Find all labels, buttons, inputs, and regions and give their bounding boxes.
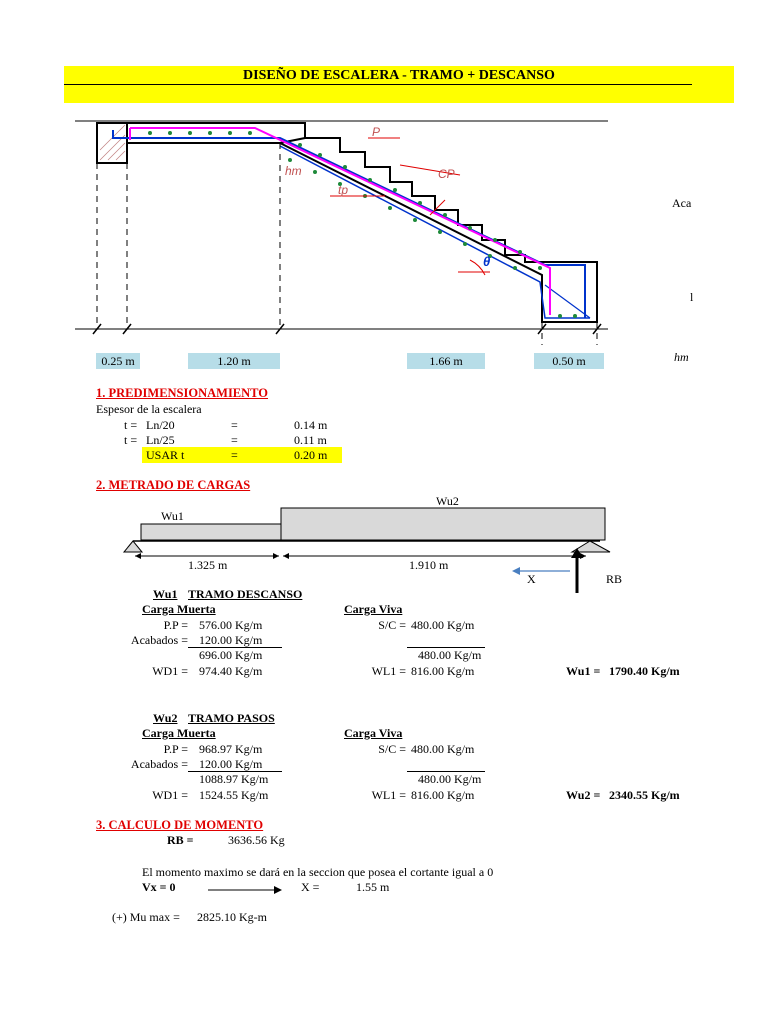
dim-box-1: 0.25 m [96, 353, 140, 369]
t2-label: Wu2 [153, 711, 178, 725]
t-row-2-eq: = [231, 433, 238, 447]
section-1-heading: 1. PREDIMENSIONAMIENTO [96, 386, 269, 400]
t2-sc-label: S/C = [378, 742, 406, 756]
landing-slab [97, 123, 305, 143]
beam-label-rb: RB [606, 572, 623, 586]
t2-wd-value: 1524.55 Kg/m [199, 788, 269, 802]
t2-wl-value: 816.00 Kg/m [411, 788, 475, 802]
t1-acabados-label: Acabados = [130, 633, 188, 647]
label-theta: θ [483, 254, 491, 269]
t1-wl-label: WL1 = [371, 664, 406, 678]
stair-diagram [0, 0, 768, 380]
t1-label: Wu1 [153, 587, 178, 601]
left-support [97, 123, 127, 163]
t2-wd-label: WD1 = [152, 788, 188, 802]
t1-cv-sum-value: 480.00 Kg/m [418, 648, 482, 662]
beam-label-wu2: Wu2 [436, 494, 459, 508]
t2-acabados-value: 120.00 Kg/m [199, 757, 263, 771]
side-label-l: l [690, 290, 694, 304]
wu1-total-label: Wu1 = [566, 664, 601, 678]
side-label-hm: hm [674, 350, 689, 364]
t1-title: TRAMO DESCANSO [188, 587, 303, 601]
beam-label-x: X [527, 572, 536, 586]
blue-rebar [113, 130, 585, 318]
load-wu2 [281, 508, 605, 540]
t1-pp-label: P.P = [163, 618, 188, 632]
t2-wl-label: WL1 = [371, 788, 406, 802]
wu2-total-label: Wu2 = [566, 788, 601, 802]
beam-dim-2: 1.910 m [409, 558, 449, 572]
dim-box-4: 0.50 m [534, 353, 604, 369]
t1-sc-value: 480.00 Kg/m [411, 618, 475, 632]
vx-label: Vx = 0 [142, 880, 176, 894]
t2-sum-value: 1088.97 Kg/m [199, 772, 269, 786]
section-3-heading: 3. CALCULO DE MOMENTO [96, 818, 264, 832]
vx-arrow [208, 884, 284, 896]
t2-acabados-label: Acabados = [130, 757, 188, 771]
rebar-dots [148, 131, 577, 318]
t-row-2-lhs: t = [124, 433, 138, 447]
x-value: 1.55 m [356, 880, 390, 894]
t1-carga-viva: Carga Viva [344, 602, 403, 616]
x-label: X = [301, 880, 320, 894]
t1-pp-value: 576.00 Kg/m [199, 618, 263, 632]
t2-pp-value: 968.97 Kg/m [199, 742, 263, 756]
t-row-1-expr: Ln/20 [146, 418, 175, 432]
t1-wd-label: WD1 = [152, 664, 188, 678]
t2-pp-label: P.P = [163, 742, 188, 756]
t-row-3-val: 0.20 m [294, 448, 328, 462]
t-row-1-lhs: t = [124, 418, 138, 432]
beam-dim-1: 1.325 m [188, 558, 228, 572]
t1-wl-value: 816.00 Kg/m [411, 664, 475, 678]
dim-box-2: 1.20 m [188, 353, 280, 369]
t2-carga-viva: Carga Viva [344, 726, 403, 740]
rb-value: 3636.56 Kg [228, 833, 285, 847]
t-row-1-val: 0.14 m [294, 418, 328, 432]
t1-sc-label: S/C = [378, 618, 406, 632]
t-row-2-val: 0.11 m [294, 433, 327, 447]
t1-wd-value: 974.40 Kg/m [199, 664, 263, 678]
section-2-heading: 2. METRADO DE CARGAS [96, 478, 251, 492]
rb-label: RB = [167, 833, 194, 847]
t-row-3-eq: = [231, 448, 238, 462]
t2-sc-value: 480.00 Kg/m [411, 742, 475, 756]
t2-carga-muerta: Carga Muerta [142, 726, 216, 740]
mu-max-value: 2825.10 Kg-m [197, 910, 267, 924]
label-cp: CP [438, 167, 455, 181]
wu2-total-value: 2340.55 Kg/m [609, 788, 680, 802]
t1-acabados-value: 120.00 Kg/m [199, 633, 263, 647]
load-wu1 [141, 524, 281, 540]
magenta-rebar [130, 128, 550, 315]
beam-label-wu1: Wu1 [161, 509, 184, 523]
page-title: DISEÑO DE ESCALERA - TRAMO + DESCANSO [243, 68, 555, 83]
label-tp: tp [338, 183, 349, 197]
mu-max-label: (+) Mu max = [112, 910, 180, 924]
t2-title: TRAMO PASOS [188, 711, 275, 725]
t-row-2-expr: Ln/25 [146, 433, 175, 447]
moment-note: El momento maximo se dará en la seccion que posea el cortante igual a 0 [142, 865, 494, 879]
t-row-3-expr: USAR t [146, 448, 185, 462]
t1-carga-muerta: Carga Muerta [142, 602, 216, 616]
side-label-aca: Aca [672, 196, 692, 210]
section-1-subtitle: Espesor de la escalera [96, 402, 202, 416]
wu1-total-value: 1790.40 Kg/m [609, 664, 680, 678]
t2-cv-sum-value: 480.00 Kg/m [418, 772, 482, 786]
label-p: P [372, 125, 381, 139]
t-row-1-eq: = [231, 418, 238, 432]
dim-box-3: 1.66 m [407, 353, 485, 369]
label-hm: hm [285, 164, 302, 178]
t1-sum-value: 696.00 Kg/m [199, 648, 263, 662]
beam-diagram [0, 490, 768, 600]
left-support-triangle [124, 541, 142, 552]
